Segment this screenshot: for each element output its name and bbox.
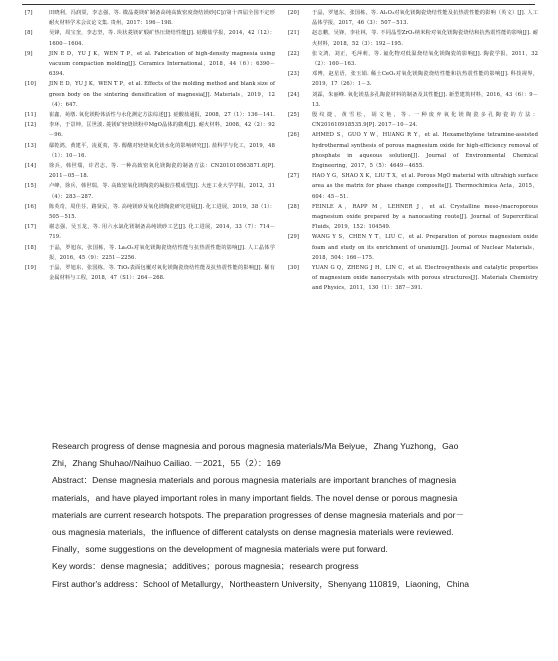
- reference-number: [16]: [25, 203, 37, 210]
- reference-number: [13]: [25, 142, 37, 149]
- reference-entry: [25, 263, 275, 283]
- citation-line-2: Zhi，Zhang Shuhao//Naihuo Cailiao. －2021，55（2）：169: [52, 458, 281, 469]
- reference-number: [15]: [25, 183, 37, 190]
- reference-text: JIN E D，YU J K，WEN T P，et al. Effects of the molding method and blank size of green body on the sintering densification of magnesia[J]. Materials，2019，12（4）：647.: [49, 81, 275, 108]
- reference-text: 崔鑫，苑墩. 氧化镁粉体活性与水化测定方法综述[J]. 硅酸盐通报，2008，27（1）：136－141.: [49, 112, 275, 119]
- reference-text: 卢峰，徐兵，韩世瑞，等. 高致密氧化镁陶瓷的凝胶注模成型[J]. 大连工业大学学报，2012，31（4）：283－287.: [49, 183, 275, 200]
- reference-text: WANG Y S，CHEN Y T，LIU C，et al. Preparation of porous magnesium oxide foam and study on its enrichment of uranium[J]. Journal of Nuclear Materials，2018，504：166－175.: [312, 234, 538, 261]
- reference-entry: [288, 171, 538, 202]
- reference-number: [8]: [25, 30, 33, 37]
- reference-number: [19]: [25, 265, 37, 272]
- reference-entry: [288, 28, 538, 48]
- reference-text: 赵志鹏，吴锋，李社林，等. 不同晶型ZrO₂纳米粉对氧化镁陶瓷烧结和抗热震性能的影响[J]. 耐火材料，2018，52（3）：192－195.: [312, 30, 538, 47]
- author-address-line: First author's address：School of Metallurgy，Northeastern University，Shenyang 110819，Liaoning，China: [52, 578, 470, 589]
- reference-entry: [288, 110, 538, 130]
- reference-text: 吴锋，周宝奎，李志坚，等. 块状菱镁矿煅矿热压烧结性能[J]. 硅酸盐学报，2014，42（12）：1600－1604.: [49, 30, 275, 47]
- reference-number: [7]: [25, 10, 33, 16]
- reference-number: [28]: [288, 203, 300, 210]
- abstract-line-3: materials are current research hotspots. The preparation progresses of dense magnesia materials and por－: [52, 509, 465, 520]
- reference-entry: [25, 120, 275, 140]
- reference-entry: [288, 90, 538, 110]
- reference-text: 谢志强，吴玉龙，等. 用六水氯化镁制备高纯镁砂工艺[J]. 化工进展，2014，33（7）：714－719.: [49, 224, 275, 241]
- reference-number: [11]: [25, 112, 37, 119]
- reference-entry: [288, 49, 538, 69]
- reference-text: 于晶，罗旭东，张国栋，等. La₂O₃对氧化镁陶瓷烧结性能与抗热震性能的影响[J]. 人工晶体学报，2016，45（9）：2251－2256.: [49, 244, 275, 261]
- reference-text: 徐兵，韩世瑞，许君志，等. 一种高致密氧化镁陶瓷的制备方法：CN201010563871.6[P]. 2011－05－18.: [49, 163, 275, 180]
- reference-entry: [25, 141, 275, 161]
- reference-entry: [288, 69, 538, 89]
- reference-text: 陈英奇，周佳芬，路贤民，等. 高纯镁砂及氧化镁陶瓷研究进展[J]. 化工进展，2019，38（1）：505－515.: [49, 203, 275, 221]
- reference-number: [21]: [288, 30, 300, 37]
- references-left-column: [25, 8, 275, 283]
- reference-entry: [25, 49, 275, 80]
- reference-entry: [25, 8, 275, 28]
- reference-number: [17]: [25, 224, 37, 231]
- reference-number: [27]: [288, 173, 300, 180]
- reference-entry: [25, 79, 275, 110]
- reference-text: 邓博，赵星语，张玉娟. 稀土CeO₂对氧化镁陶瓷烧结性能和抗热震性能的影响[J]. 科技视界，2019，17（26）：1－3.: [312, 71, 538, 88]
- page-top-rule: [22, 0, 535, 5]
- reference-text: JIN E D，YU J K，WEN T P，et al. Fabrication of high-density magnesia using vacuum compaction molding[J]. Ceramics International，2018，44（6）：6390－6394.: [49, 50, 275, 78]
- english-abstract: [52, 438, 512, 593]
- reference-entry: [25, 222, 275, 242]
- reference-entry: [25, 161, 275, 181]
- reference-entry: [25, 202, 275, 222]
- reference-number: [14]: [25, 163, 37, 170]
- reference-number: [29]: [288, 234, 300, 241]
- abstract-line-4: ous magnesia materials，the influence of different catalysts on dense magnesia materials were reviewed.: [52, 527, 454, 538]
- reference-entry: [25, 243, 275, 263]
- abstract-line-5: Finally，some suggestions on the development of magnesia materials were put forward.: [52, 544, 388, 555]
- reference-text: 于晶，罗旭东，张国栋，等. Al₂O₃对氧化镁陶瓷烧结性能及抗热震性能的影响（英文）[J]. 人工晶体学报，2017，46（3）：507－513.: [312, 10, 538, 27]
- reference-text: 张文鸿，刘正，毛萍莉，等. 氟化物对低温烧结氧化镁陶瓷的影响[J]. 陶瓷学报，2011，32（2）：160－163.: [312, 50, 538, 68]
- reference-text: 于晶，罗旭东，张国栋，等. TiO₂表面包覆对氧化镁陶瓷烧结性能及抗热震性能的影响[J]. 稀有金属材料与工程，2018，47（S1）：264－268.: [49, 265, 275, 282]
- reference-entry: [288, 8, 538, 28]
- reference-text: 刘霖，朱丽峰. 氧化镁基多孔陶瓷材料的制备及其性能[J]. 新型建筑材料，2016，43（6）：9－13.: [312, 91, 538, 108]
- reference-text: AHMED S，GUO Y W，HUANG R Y，et al. Hexamethylene tetramine-assisted hydrothermal synthesis of porous magnesium oxide for high-efficiency removal of phosphate in aqueous solution[J]. Journal of Environmental Chemical Engineering，2017，5（5）：4649－4655.: [312, 132, 538, 170]
- reference-number: [20]: [288, 10, 300, 16]
- reference-number: [10]: [25, 81, 37, 88]
- reference-text: YUAN G Q，ZHENG J H，LIN C，et al. Electrosynthesis and catalytic properties of magnesium oxide nanocrystals with porous structures[J]. Materials Chemistry and Physics，2011，130（1）：387－391.: [312, 265, 538, 292]
- reference-number: [22]: [288, 50, 300, 57]
- reference-entry: [25, 110, 275, 120]
- reference-text: 鄢乾鸿，黄建平，凌夏夷，等. 醇酸对轻烧氧化镁水化的影响研究[J]. 盐科学与化工，2019，48（1）：10－16.: [49, 142, 275, 159]
- reference-entry: [288, 232, 538, 263]
- reference-number: [26]: [288, 132, 300, 139]
- reference-entry: [288, 202, 538, 233]
- reference-number: [30]: [288, 265, 300, 272]
- keywords-line: Key words：dense magnesia；additives；porous magnesia；research progress: [52, 561, 359, 572]
- reference-number: [12]: [25, 122, 37, 129]
- reference-number: [25]: [288, 112, 300, 119]
- reference-text: 李环，于景坤，匡世波. 菱镁矿轻烧镁粉中MgO晶体的微观[J]. 耐火材料，2008，42（2）：92－96.: [49, 122, 275, 139]
- reference-number: [18]: [25, 244, 37, 251]
- reference-entry: [288, 130, 538, 171]
- reference-number: [23]: [288, 71, 300, 78]
- reference-number: [9]: [25, 50, 33, 57]
- reference-text: 田晓利，冯润棠，李志强，等. 微晶菱镁矿制备高纯高致密度烧结镁砂[C]//第十四届全国不定形耐火材料学术会议论文集. 贵州，2017：196－198.: [49, 10, 275, 27]
- reference-text: FEINLE A，RAPP M，LEHNER J，et al. Crystalline meso-/macroporous magnesium oxide prepared by a nanocasting route[J]. Journal of Supercritical Fluids，2019，152：104549.: [312, 203, 538, 231]
- reference-number: [24]: [288, 91, 300, 98]
- references-right-column: [288, 8, 538, 294]
- reference-entry: [288, 263, 538, 294]
- reference-text: HAO Y G，SHAO X K，LIU T X，et al. Porous MgO material with ultrahigh surface area as the matrix for phase change composite[J]. Thermochimica Acta，2015，604：45－51.: [312, 173, 538, 200]
- reference-entry: [25, 28, 275, 48]
- reference-entry: [25, 181, 275, 201]
- reference-text: 殷纹捷，黄雪松，胡文艳，等. 一种废弃氧化镁陶瓷多孔陶瓷的方法：CN201610918535.9[P]. 2017－10－24.: [312, 112, 538, 129]
- abstract-line-1: Abstract：Dense magnesia materials and porous magnesia materials are important branches of magnesia: [52, 475, 457, 486]
- abstract-line-2: materials，and have played important roles in many important fields. The novel dense or porous magnesia: [52, 492, 458, 503]
- citation-line-1: Research progress of dense magnesia and porous magnesia materials/Ma Beiyue，Zhang Yuzhong，Gao: [52, 441, 459, 451]
